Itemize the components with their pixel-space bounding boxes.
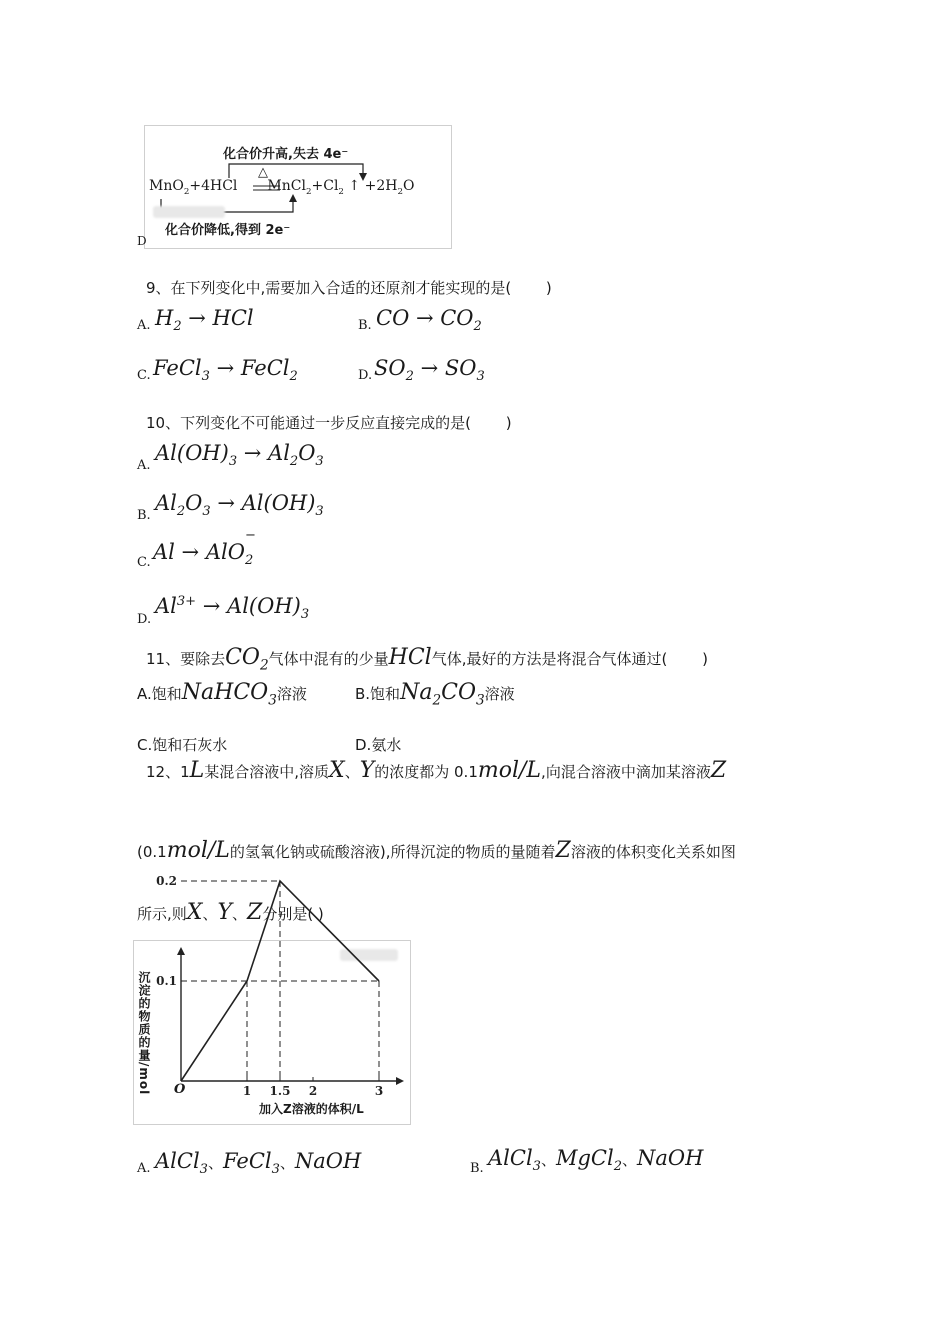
x-tick-label-2: 2 [308,1084,318,1098]
q9-option-b-formula: CO → $CO_2$ [376,306,482,335]
chart-origin: O [174,1082,186,1097]
q10-option-c-formula: Al → AlO$_2$ − [153,528,256,569]
redacted-mark [153,206,225,218]
redox-bottom-note: 化合价降低,得到 2e⁻ [165,223,291,238]
q10-option-a-label: A. [137,458,151,473]
q10-option-b-label: B. [137,508,151,523]
chart-xlabel: 加入Z溶液的体积/L [259,1102,364,1116]
y-axis-arrow [177,947,185,955]
q9-option-d-formula: $SO_2 \to SO_3$ [374,356,485,385]
x-tick-label-1: 1.5 [269,1084,291,1098]
q11-stem: 11、要除去$CO_2$气体中混有的少量HCl气体,最好的方法是将混合气体通过( ) [146,645,708,674]
q12-option-a-label: A. [137,1161,151,1176]
q10-option-d-formula: $Al^{3+} \to Al(OH)_3$ [155,594,310,623]
q11-option-b: B.饱和$Na_2CO_3$溶液 [355,680,515,709]
q9-stem: 9、在下列变化中,需要加入合适的还原剂才能实现的是( ) [146,279,552,297]
q11-co2: $CO_2$ [225,645,269,674]
x-axis-arrow [396,1077,404,1085]
q11-option-d: D.氨水 [355,736,402,754]
q12-option-a-formula: AlCl$_3$、FeCl$_3$、NaOH [155,1149,362,1178]
x-tick-label-3: 3 [374,1084,384,1098]
q11-hcl: HCl [388,645,432,670]
y-tick-label-0: 0.1 [156,974,177,988]
q10-stem: 10、下列变化不可能通过一步反应直接完成的是( ) [146,414,512,432]
q10-option-c-label: C. [137,555,151,570]
q9-option-c-label: C. [137,368,151,383]
q12-line-1: 12、1L某混合溶液中,溶质X、Y的浓度都为 0.1mol/L,向混合溶液中滴加某溶液Z [146,758,727,783]
q12-line-3: 所示,则X、Y、Z分别是( ) [137,900,324,925]
q10-option-a-formula: $Al(OH)_3 \to Al_2O_3$ [155,441,324,470]
y-tick-label-1: 0.2 [156,874,177,888]
q12-option-b-formula: AlCl$_3$、MgCl$_2$、NaOH [488,1146,704,1175]
q9-option-c-formula: FeCl$_3$ → FeCl$_2$ [153,356,298,385]
q10-option-d-label: D. [137,612,152,627]
redox-equation: MnO$_2$+4HCl $MnCl_2+Cl_2$ ↑ $+2H_2O$ [149,178,415,197]
q11-option-a: A.饱和NaHCO$_3$溶液 [137,680,307,709]
q12-line-2: (0.1mol/L的氢氧化钠或硫酸溶液),所得沉淀的物质的量随着Z溶液的体积变化关系如图 [137,838,736,863]
option-d-label: D [137,234,147,248]
chart-ylabel: 沉淀的物质的量/mol [137,971,151,1096]
redox-figure [137,125,452,249]
q9-option-a-label: A. [137,318,151,333]
q9-option-d-label: D. [358,368,373,383]
redox-top-note: 化合价升高,失去 4e⁻ [223,147,349,162]
q9-option-a-formula: $H_2$ → HCl [155,306,254,335]
q12-option-b-label: B. [470,1161,484,1176]
q11-option-c: C.饱和石灰水 [137,736,228,754]
heat-symbol: △ [258,165,268,180]
q9-option-b-label: B. [358,318,372,333]
x-tick-label-0: 1 [242,1084,252,1098]
q10-option-b-formula: $Al_2O_3 \to Al(OH)_3$ [155,491,324,520]
